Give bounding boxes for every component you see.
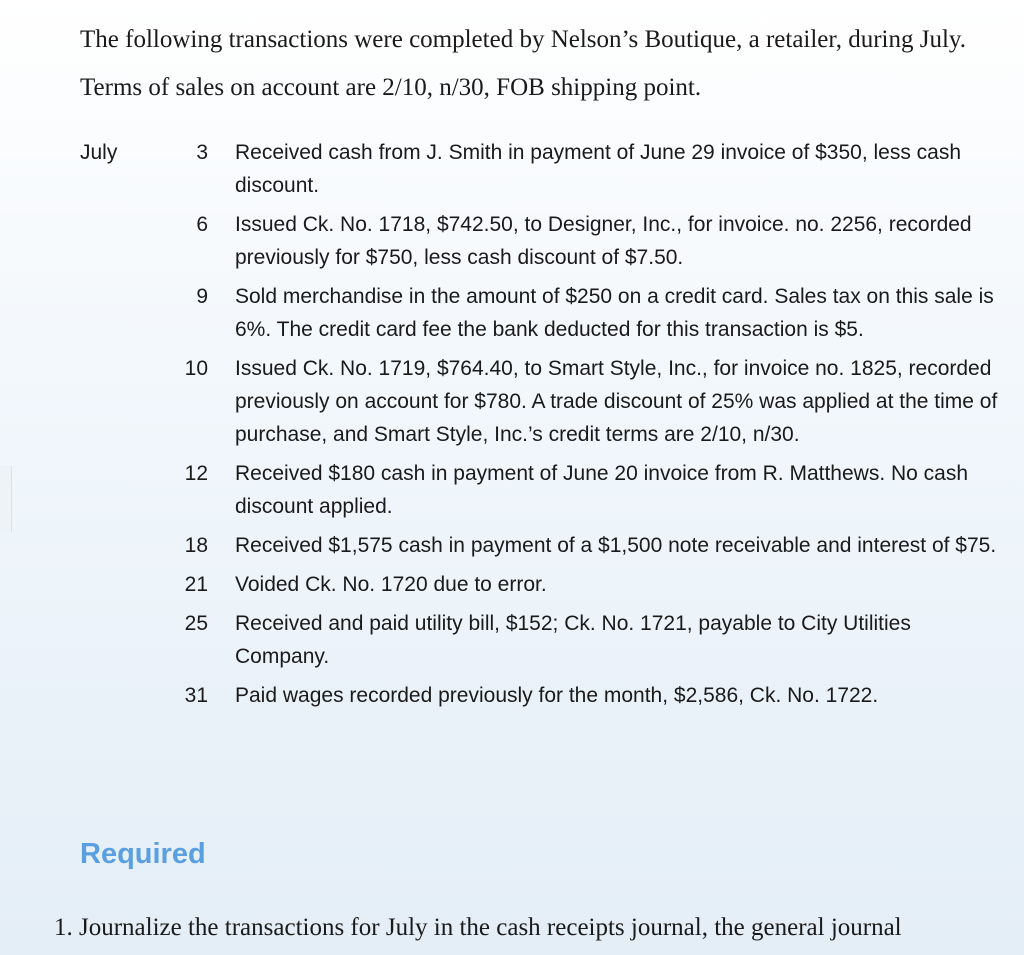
transaction-day: 21 (184, 573, 208, 596)
transaction-row (80, 529, 1010, 568)
transactions-table (80, 136, 1010, 718)
month-label: July (80, 141, 118, 164)
transaction-day: 3 (196, 141, 208, 164)
transaction-description: Received cash from J. Smith in payment of June 29 invoice of $350, less cash discount. (235, 141, 962, 197)
transaction-description: Received and paid utility bill, $152; Ck. No. 1721, payable to City Utilities Company. (235, 612, 911, 668)
transaction-description: Received $180 cash in payment of June 20 invoice from R. Matthews. No cash discount applied. (235, 462, 969, 518)
transaction-row (80, 208, 1010, 280)
side-panel-tab (0, 466, 12, 532)
transaction-row (80, 280, 1010, 352)
transaction-day: 18 (184, 534, 208, 557)
transaction-description: Paid wages recorded previously for the month, $2,586, Ck. No. 1722. (235, 684, 879, 707)
transaction-day: 6 (196, 213, 208, 236)
transaction-row (80, 352, 1010, 457)
requirement-item: 1. Journalize the transactions for July in the cash receipts journal, the general journal (54, 914, 902, 941)
transaction-row (80, 679, 1010, 718)
transaction-day: 31 (184, 684, 208, 707)
transaction-row (80, 607, 1010, 679)
transaction-day: 25 (184, 612, 208, 635)
problem-intro: The following transactions were completed by Nelson’s Boutique, a retailer, during July. Terms of sales on account are 2/10, n/30, FOB shipping point. (80, 26, 967, 101)
transaction-description: Issued Ck. No. 1718, $742.50, to Designer, Inc., for invoice. no. 2256, recorded previously for $750, less cash discount of $7.50. (235, 213, 972, 269)
transaction-description: Sold merchandise in the amount of $250 on a credit card. Sales tax on this sale is 6%. The credit card fee the bank deducted for this transaction is $5. (235, 285, 994, 341)
transaction-row (80, 457, 1010, 529)
transaction-day: 9 (196, 285, 208, 308)
transaction-description: Voided Ck. No. 1720 due to error. (235, 573, 547, 596)
transaction-row (80, 136, 1010, 208)
transaction-description: Received $1,575 cash in payment of a $1,500 note receivable and interest of $75. (235, 534, 997, 557)
transaction-day: 12 (184, 462, 208, 485)
transaction-day: 10 (184, 357, 208, 380)
transaction-row (80, 568, 1010, 607)
transaction-description: Issued Ck. No. 1719, $764.40, to Smart Style, Inc., for invoice no. 1825, recorded previously on account for $780. A trade discount of 25% was applied at the time of purchase, and Smart Style, Inc.’s credit terms are 2/10, n/30. (235, 357, 998, 446)
required-heading: Required (80, 838, 206, 870)
